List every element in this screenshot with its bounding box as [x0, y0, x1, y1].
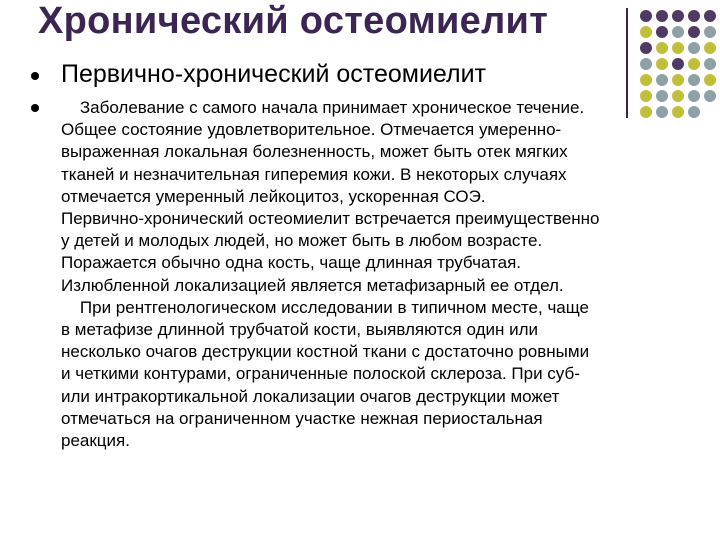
decorative-dot-icon: [656, 10, 668, 22]
decorative-dot-icon: [704, 10, 716, 22]
body-line: несколько очагов деструкции костной ткани с достаточно ровными: [61, 342, 590, 362]
decorative-dot-icon: [656, 74, 668, 86]
body-line: и четкими контурами, ограниченные полоской склероза. При суб-: [61, 364, 580, 384]
decorative-dot-icon: [640, 26, 652, 38]
body-line: Общее состояние удовлетворительное. Отмечается умеренно-: [61, 120, 562, 140]
decorative-dot-icon: [672, 42, 684, 54]
body-line: реакция.: [61, 431, 130, 451]
decorative-dot-icon: [688, 58, 700, 70]
body-line: отмечаться на ограниченном участке нежная периостальная: [61, 408, 543, 428]
body-line: При рентгенологическом исследовании в типичном месте, чаще: [61, 297, 590, 317]
decorative-dot-icon: [688, 74, 700, 86]
decorative-dot-icon: [688, 10, 700, 22]
body-line: Излюбленной локализацией является метафизарный ее отдел.: [61, 275, 564, 295]
decorative-dot-icon: [672, 26, 684, 38]
decorative-dot-icon: [640, 74, 652, 86]
decorative-dot-icon: [704, 42, 716, 54]
body-line: Первично-хронический остеомиелит встречается преимущественно: [61, 209, 600, 229]
decorative-dot-icon: [688, 42, 700, 54]
decorative-dot-icon: [672, 74, 684, 86]
body-line: Заболевание с самого начала принимает хроническое течение.: [61, 98, 585, 117]
decorative-dot-icon: [704, 58, 716, 70]
body-line: у детей и молодых людей, но может быть в любом возрасте.: [61, 231, 543, 251]
body-line: в метафизе длинной трубчатой кости, выявляются один или: [61, 320, 539, 340]
decorative-dot-icon: [656, 26, 668, 38]
decorative-dot-icon: [704, 74, 716, 86]
decorative-dot-icon: [672, 10, 684, 22]
decorative-dot-icon: [688, 26, 700, 38]
decorative-dot-icon: [640, 42, 652, 54]
body-line: или интракортикальной локализации очагов деструкции может: [61, 386, 560, 406]
decorative-dot-icon: [656, 42, 668, 54]
body-paragraph: [61, 97, 701, 452]
decorative-dot-icon: [656, 58, 668, 70]
bullet-point-icon: [31, 72, 39, 80]
decorative-dot-icon: [704, 90, 716, 102]
body-line: отмечается умеренный лейкоцитоз, ускоренная СОЭ.: [61, 186, 486, 206]
body-line: Поражается обычно одна кость, чаще длинная трубчатая.: [61, 253, 522, 273]
bullet-heading: Первично-хронический остеомиелит: [61, 60, 487, 88]
body-line: тканей и незначительная гиперемия кожи. В некоторых случаях: [61, 164, 567, 184]
body-line: выраженная локальная болезненность, может быть отек мягких: [61, 142, 568, 162]
slide-title: Хронический остеомиелит: [38, 0, 549, 42]
decorative-dot-icon: [640, 58, 652, 70]
decorative-dot-icon: [704, 106, 716, 118]
bullet-point-icon: [31, 104, 39, 112]
decorative-dot-icon: [672, 58, 684, 70]
decorative-dot-icon: [640, 10, 652, 22]
decorative-dot-icon: [704, 26, 716, 38]
